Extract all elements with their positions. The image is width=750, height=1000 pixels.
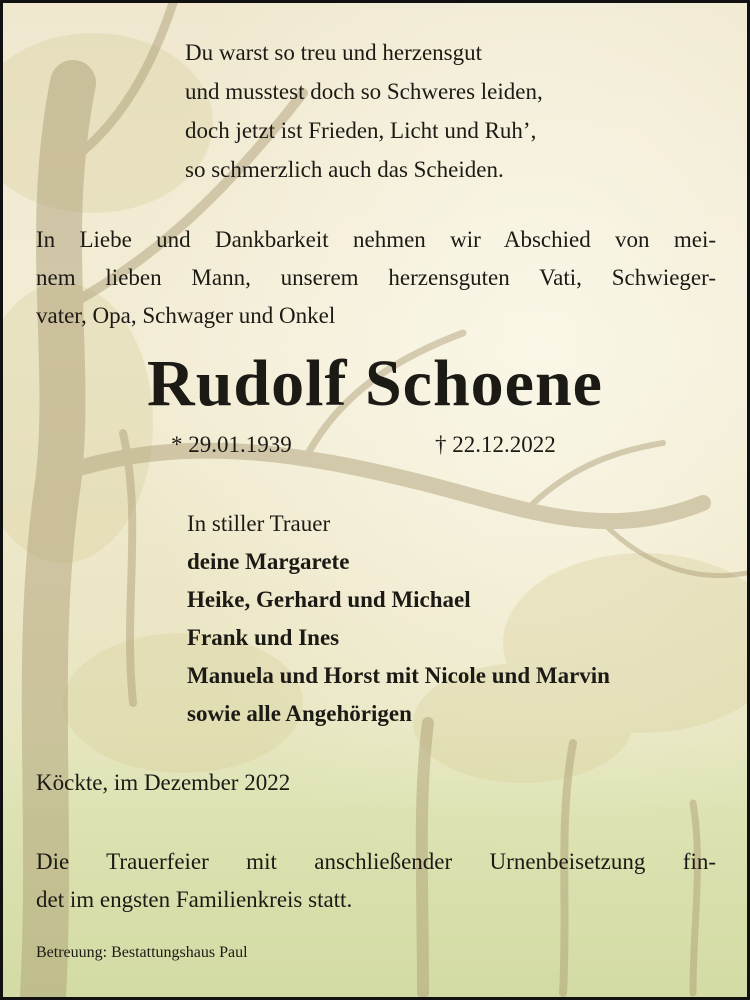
mourner-name: sowie alle Angehörigen bbox=[187, 701, 412, 726]
mourner-name: deine Margarete bbox=[187, 549, 350, 574]
mourners-heading: In stiller Trauer bbox=[187, 511, 331, 536]
mourner-name: Heike, Gerhard und Michael bbox=[187, 587, 471, 612]
undertaker-credit: Betreuung: Bestattungshaus Paul bbox=[36, 944, 248, 961]
memorial-poem bbox=[185, 33, 543, 189]
birth-date: * 29.01.1939 bbox=[171, 432, 292, 457]
poem-line: Du warst so treu und herzensgut bbox=[185, 40, 483, 65]
intro-line: nem lieben Mann, unserem herzensguten Vati, Schwieger- bbox=[36, 265, 716, 290]
funeral-service-note bbox=[36, 843, 716, 919]
poem-line: doch jetzt ist Frieden, Licht und Ruh’, bbox=[185, 118, 537, 143]
place-and-date: Köckte, im Dezember 2022 bbox=[36, 770, 291, 795]
service-line: Die Trauerfeier mit anschließender Urnenbeisetzung fin- bbox=[36, 849, 716, 874]
mourners-list bbox=[187, 505, 610, 733]
death-date: † 22.12.2022 bbox=[435, 432, 556, 457]
poem-line: so schmerzlich auch das Scheiden. bbox=[185, 157, 504, 182]
intro-line: vater, Opa, Schwager und Onkel bbox=[36, 303, 336, 328]
intro-line: In Liebe und Dankbarkeit nehmen wir Abschied von mei- bbox=[36, 227, 716, 252]
service-line: det im engsten Familienkreis statt. bbox=[36, 887, 353, 912]
farewell-intro bbox=[36, 221, 716, 335]
mourner-name: Frank und Ines bbox=[187, 625, 340, 650]
mourner-name: Manuela und Horst mit Nicole und Marvin bbox=[187, 663, 610, 688]
poem-line: und musstest doch so Schweres leiden, bbox=[185, 79, 543, 104]
deceased-name: Rudolf Schoene bbox=[147, 347, 603, 420]
